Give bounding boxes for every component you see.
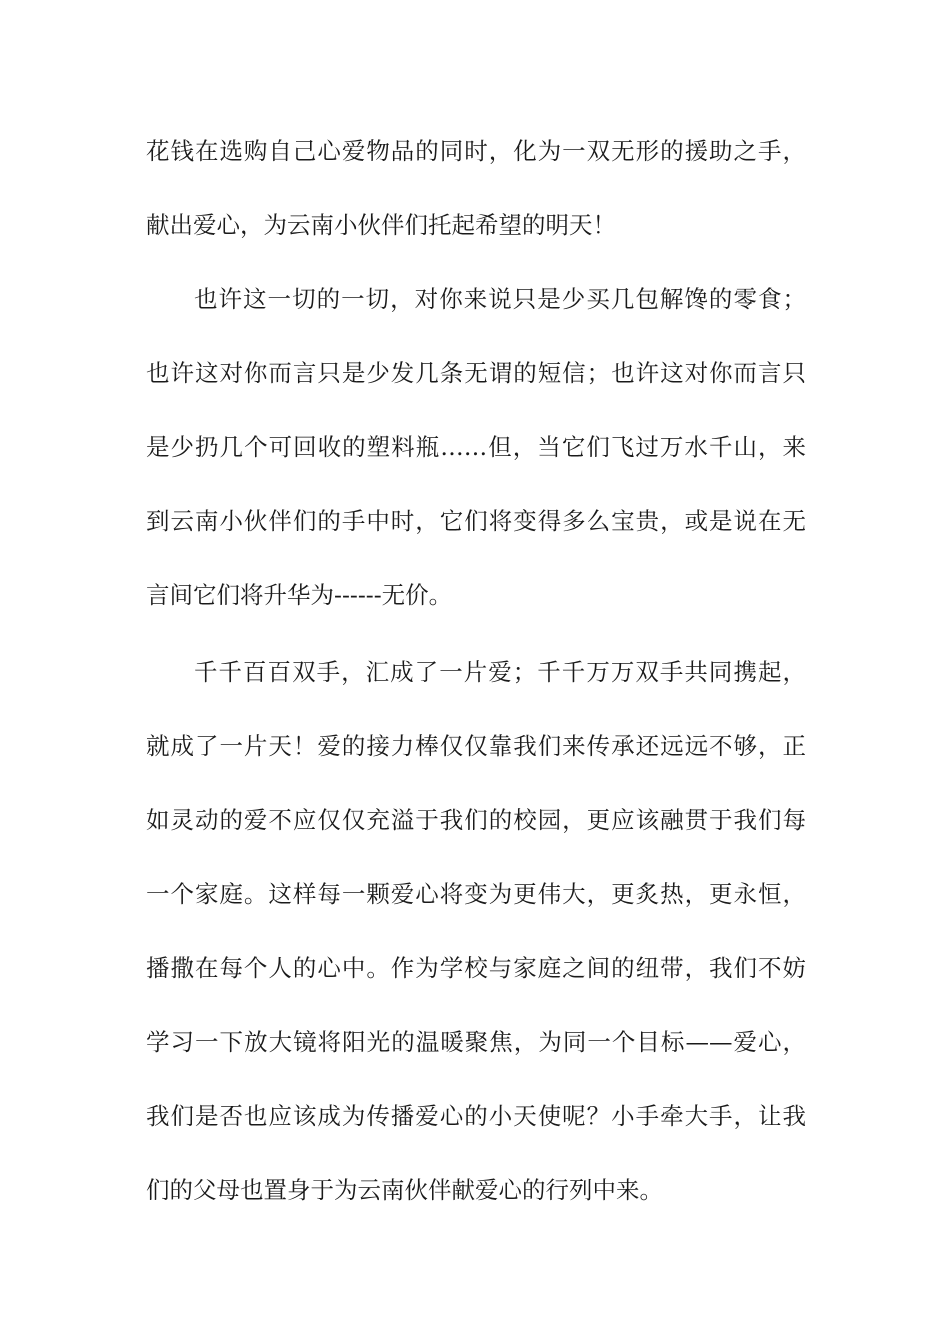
text-line-15: 们的父母也置身于为云南伙伴献爱心的行列中来。 [146,1176,663,1204]
text-line-12: 播撒在每个人的心中。作为学校与家庭之间的纽带，我们不妨 [146,954,806,982]
text-line-13: 学习一下放大镜将阳光的温暖聚焦，为同一个目标——爱心， [146,1028,806,1056]
text-line-1: 花钱在选购自己心爱物品的同时，化为一双无形的援助之手， [146,137,806,165]
text-line-6: 到云南小伙伴们的手中时，它们将变得多么宝贵，或是说在无 [146,507,806,535]
text-line-9: 就成了一片天！爱的接力棒仅仅靠我们来传承还远远不够，正 [146,732,806,760]
text-line-2: 献出爱心，为云南小伙伴们托起希望的明天！ [146,211,616,239]
text-line-5: 是少扔几个可回收的塑料瓶……但，当它们飞过万水千山，来 [146,433,806,461]
text-line-14: 我们是否也应该成为传播爱心的小天使呢？小手牵大手，让我 [146,1102,806,1130]
text-line-3: 也许这一切的一切，对你来说只是少买几包解馋的零食； [194,285,806,313]
text-line-8: 千千百百双手，汇成了一片爱；千千万万双手共同携起， [194,658,806,686]
text-line-10: 如灵动的爱不应仅仅充溢于我们的校园，更应该融贯于我们每 [146,806,806,834]
text-line-7: 言间它们将升华为------无价。 [146,581,453,609]
text-line-4: 也许这对你而言只是少发几条无谓的短信；也许这对你而言只 [146,359,806,387]
text-line-11: 一个家庭。这样每一颗爱心将变为更伟大，更炙热，更永恒， [146,880,806,908]
